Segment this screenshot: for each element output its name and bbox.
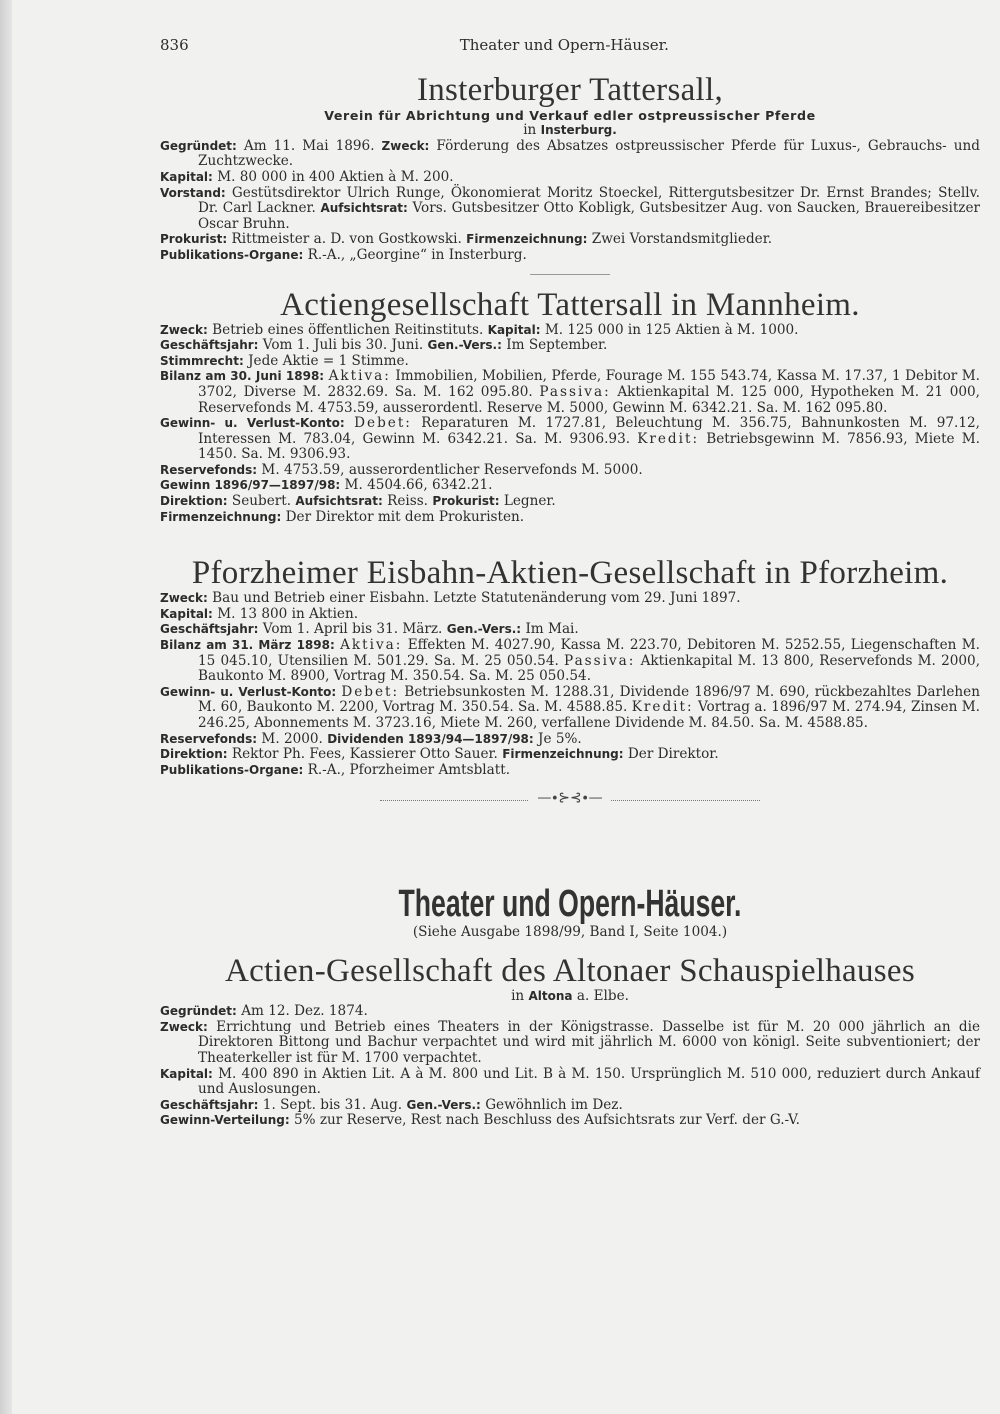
entry-prokurist: Prokurist: Rittmeister a. D. von Gostkowski. Firmenzeichnung: Zwei Vorstandsmitglieder. xyxy=(160,231,773,248)
ornament-divider xyxy=(380,790,760,817)
entry-zweck: Zweck: Betrieb eines öffentlichen Reitinstituts. Kapital: M. 125 000 in 125 Aktien à M. 1000. xyxy=(160,321,799,338)
chapter-reference: (Siehe Ausgabe 1898/99, Band I, Seite 1004.) xyxy=(412,923,728,940)
entry-gewinn-verlust: Gewinn- u. Verlust-Konto: Debet: Reparaturen M. 1727.81, Beleuchtung M. 356.75, Bahnunkosten M. 97.12, Interessen M. 783.04, Gewinn M. 6342.21. Sa. M. 9306.93. Kredit: Betriebsgewinn M. 7856.93, Miete M. 1450. Sa. M. 9306.93. xyxy=(160,415,980,463)
ornament-glyph: —∙⊱⊰∙— xyxy=(529,790,610,806)
document-page xyxy=(160,38,980,1129)
entry-geschaeftsjahr: Geschäftsjahr: Vom 1. April bis 31. März. Gen.-Vers.: Im Mai. xyxy=(160,621,579,638)
entry-kapital: Kapital: M. 13 800 in Aktien. xyxy=(160,605,359,622)
section-location: in Altona a. Elbe. xyxy=(511,987,629,1004)
entry-gegruendet: Gegründet: Am 12. Dez. 1874. xyxy=(160,1003,368,1020)
entry-vorstand: Vorstand: Gestütsdirektor Ulrich Runge, Ökonomierat Moritz Stoeckel, Rittergutsbesitzer Dr. Ernst Brandes; Stellv. Dr. Carl Lackner. Aufsichtsrat: Vors. Gutsbesitzer Otto Kobligk, Gutsbesitzer Aug. von Saucken, Brauereibesitzer Oscar Bruhn. xyxy=(160,184,981,232)
entry-reservefonds: Reservefonds: M. 2000. Dividenden 1893/94—1897/98: Je 5%. xyxy=(160,730,582,747)
chapter-title: Theater und Opern-Häuser. xyxy=(398,882,742,925)
running-header xyxy=(160,38,980,54)
entry-bilanz: Bilanz am 30. Juni 1898: Aktiva: Immobilien, Mobilien, Pferde, Fourage M. 155 543.74, Kassa M. 17.37, 1 Debitor M. 3702, Diverse M. 2832.69. Sa. M. 162 095.80. Passiva: Aktienkapital M. 125 000, Hypotheken M. 21 000, Reservefonds M. 4753.59, ausserordentl. Reserve M. 5000, Gewinn M. 6342.21. Sa. M. 162 095.80. xyxy=(160,368,980,416)
section-location: in Insterburg. xyxy=(523,122,617,139)
entry-zweck: Zweck: Bau und Betrieb einer Eisbahn. Letzte Statutenänderung vom 29. Juni 1897. xyxy=(160,590,741,607)
entry-direktion: Direktion: Rektor Ph. Fees, Kassierer Otto Sauer. Firmenzeichnung: Der Direktor. xyxy=(160,746,719,763)
section-title-insterburg: Insterburger Tattersall, xyxy=(416,71,724,108)
entry-geschaeftsjahr: Geschäftsjahr: 1. Sept. bis 31. Aug. Gen.-Vers.: Gewöhnlich im Dez. xyxy=(160,1096,623,1113)
entry-publikation: Publikations-Organe: R.-A., „Georgine“ in Insterburg. xyxy=(160,246,527,263)
entry-gewinn: Gewinn 1896/97—1897/98: M. 4504.66, 6342.21. xyxy=(160,477,493,494)
section-title-pforzheim: Pforzheimer Eisbahn-Aktien-Gesellschaft in Pforzheim. xyxy=(191,555,949,592)
section-divider xyxy=(530,274,610,275)
book-binding-edge xyxy=(0,0,12,1414)
entry-publikation: Publikations-Organe: R.-A., Pforzheimer Amtsblatt. xyxy=(160,761,511,778)
entry-reservefonds: Reservefonds: M. 4753.59, ausserordentlicher Reservefonds M. 5000. xyxy=(160,461,643,478)
section-title-mannheim: Actiengesellschaft Tattersall in Mannheim. xyxy=(280,286,860,323)
entry-geschaeftsjahr: Geschäftsjahr: Vom 1. Juli bis 30. Juni. Gen.-Vers.: Im September. xyxy=(160,337,608,354)
running-title: Theater und Opern-Häuser. xyxy=(459,36,669,54)
entry-firmenzeichnung: Firmenzeichnung: Der Direktor mit dem Prokuristen. xyxy=(160,508,525,525)
entry-kapital: Kapital: M. 80 000 in 400 Aktien à M. 200. xyxy=(160,168,454,185)
entry-gewinn-verteilung: Gewinn-Verteilung: 5% zur Reserve, Rest nach Beschluss des Aufsichtsrats zur Verf. der G.-V. xyxy=(160,1112,800,1129)
section-subtitle: Verein für Abrichtung und Verkauf edler ostpreussischer Pferde xyxy=(324,107,816,123)
entry-zweck: Zweck: Errichtung und Betrieb eines Theaters in der Königstrasse. Dasselbe ist für M. 20 000 jährlich an die Direktoren Bittong und Bachur verpachtet und wird mit jährlich M. 6000 von königl. Seite subventioniert; der Theaterkeller ist für M. 1700 verpachtet. xyxy=(160,1018,981,1066)
entry-gewinn-verlust: Gewinn- u. Verlust-Konto: Debet: Betriebsunkosten M. 1288.31, Dividende 1896/97 M. 690, rückbezahltes Darlehen M. 60, Baukonto M. 2200, Vortrag M. 350.54. Sa. M. 4588.85. Kredit: Vortrag a. 1896/97 M. 274.94, Zinsen M. 246.25, Abonnements M. 3723.16, Miete M. 260, verfallene Dividende M. 84.50. Sa. M. 4588.85. xyxy=(160,683,980,731)
entry-stimmrecht: Stimmrecht: Jede Aktie = 1 Stimme. xyxy=(160,352,409,369)
entry-gegruendet: Gegründet: Am 11. Mai 1896. Zweck: Förderung des Absatzes ostpreussischer Pferde für Luxus-, Gebrauchs- und Zuchtzwecke. xyxy=(160,137,980,170)
page-number: 836 xyxy=(160,36,189,54)
entry-bilanz: Bilanz am 31. März 1898: Aktiva: Effekten M. 4027.90, Kassa M. 223.70, Debitoren M. 5252.55, Liegenschaften M. 15 045.10, Utensilien M. 501.29. Sa. M. 25 050.54. Passiva: Aktienkapital M. 13 800, Reservefonds M. 2000, Baukonto M. 8900, Vortrag M. 350.54. Sa. M. 25 050.54. xyxy=(160,637,981,685)
section-title-altona: Actien-Gesellschaft des Altonaer Schauspielhauses xyxy=(224,952,916,989)
entry-kapital: Kapital: M. 400 890 in Aktien Lit. A à M. 800 und Lit. B à M. 150. Ursprünglich M. 510 000, reduziert durch Ankauf und Auslosungen. xyxy=(160,1065,980,1098)
entry-direktion: Direktion: Seubert. Aufsichtsrat: Reiss. Prokurist: Legner. xyxy=(160,493,556,510)
